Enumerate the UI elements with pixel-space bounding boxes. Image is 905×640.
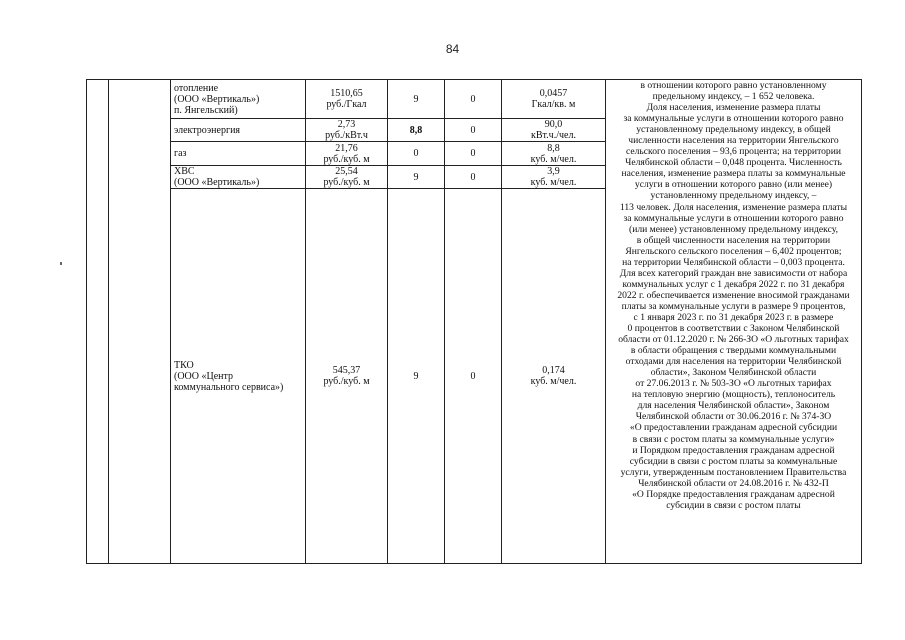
tariff-amount: 545,37 [332, 365, 361, 376]
description-line: «О Порядке предоставления гражданам адресной [632, 488, 835, 500]
description-line: на тепловую энергию (мощность), теплоноситель [631, 389, 836, 401]
description-line: в связи с ростом платы за коммунальные услуги» [632, 433, 835, 445]
description-line: предельному индексу, – 1 652 человека. [652, 91, 815, 103]
description-line: численности населения на территории Янгельского [628, 135, 839, 147]
tariff-value [306, 166, 388, 189]
index-value: 0 [388, 142, 445, 166]
service-name-line: ХВС [174, 166, 195, 177]
tariff-amount: 2,73 [337, 119, 356, 130]
tariff-value [306, 142, 388, 166]
norm-amount: 0,0457 [539, 88, 568, 99]
tariff-amount: 25,54 [335, 166, 358, 177]
service-name-line: (ООО «Вертикаль») [174, 177, 260, 188]
description-line: сельского поселения – 93,6 процента; на территории [625, 146, 841, 158]
change-value: 0 [445, 80, 502, 119]
description-line: субсидии в связи с ростом платы [666, 499, 801, 511]
service-name-line: газ [174, 148, 187, 159]
change-value: 0 [445, 166, 502, 189]
scan-speck [60, 262, 62, 265]
description-line: для населения Челябинской области», Законом [637, 400, 830, 412]
service-name-line: (ООО «Вертикаль») [174, 93, 260, 105]
description-line: отходами для населения на территории Челябинской [625, 356, 842, 368]
index-value: 9 [388, 80, 445, 119]
norm-value [502, 166, 606, 189]
tariff-table [86, 79, 862, 564]
change-value: 0 [445, 119, 502, 142]
description-line: с 1 января 2023 г. по 31 декабря 2023 г. в размере [633, 311, 834, 323]
service-name-line: отопление [174, 82, 219, 94]
norm-unit: Гкал/кв. м [531, 99, 576, 110]
tariff-unit: руб./куб. м [323, 376, 370, 387]
service-name [171, 80, 306, 119]
description-line: Янгельского сельского поселения – 6,402 процентов; [625, 245, 842, 257]
norm-amount: 3,9 [547, 166, 560, 177]
change-value: 0 [445, 189, 502, 564]
description-line: в общей численности населения на территории [636, 234, 831, 246]
description-line: на территории Челябинской области – 0,003 процента. [622, 256, 845, 268]
table-row [87, 80, 862, 119]
service-name [171, 119, 306, 142]
tariff-value [306, 189, 388, 564]
description-line: Челябинской области от 30.06.2016 г. № 374-ЗО [635, 411, 832, 423]
norm-unit: куб. м/чел. [530, 153, 577, 165]
norm-unit: кВт.ч./чел. [531, 130, 576, 141]
change-value: 0 [445, 142, 502, 166]
service-name [171, 166, 306, 189]
service-name-line: коммунального сервиса») [174, 381, 284, 393]
description-line: области», Законом Челябинской области [650, 367, 817, 379]
row-number-cell [87, 80, 109, 564]
description-line: области от 01.12.2020 г. № 266-ЗО «О льготных тарифах [618, 334, 849, 346]
description-line: установленному предельному индексу, – [650, 190, 817, 202]
description-line: установленному предельному индексу, в общей [636, 124, 831, 136]
norm-value [502, 142, 606, 166]
norm-unit: куб. м/чел. [530, 177, 577, 188]
index-value: 9 [388, 189, 445, 564]
norm-unit: куб. м/чел. [530, 376, 577, 387]
tariff-amount: 21,76 [335, 142, 358, 154]
service-name-line: ТКО [174, 359, 194, 371]
description-line: 113 человек. Доля населения, изменение размера платы [619, 201, 848, 213]
description-line: за коммунальные услуги в отношении которого равно [623, 113, 844, 125]
description-line: 2022 г. обеспечивается изменение вносимой гражданами [617, 289, 850, 301]
tariff-unit: руб./кВт.ч [325, 130, 368, 141]
page-number: 84 [445, 42, 460, 56]
tariff-unit: руб./куб. м [323, 177, 370, 188]
norm-amount: 0,174 [542, 365, 565, 376]
description-line: услуги, утвержденным постановлением Правительства [620, 466, 847, 478]
norm-value [502, 119, 606, 142]
description-line: населения, изменение размера платы за коммунальные [621, 168, 846, 180]
description-line: платы за коммунальные услуги в размере 9 процентов, [621, 300, 846, 312]
service-name-line: электроэнергия [174, 124, 241, 136]
description-line: от 27.06.2013 г. № 503-ЗО «О льготных тарифах [635, 378, 832, 390]
description-cell [606, 80, 862, 564]
description-line: (или менее) установленному предельному индексу, [629, 223, 838, 235]
index-value: 9 [388, 166, 445, 189]
service-name [171, 189, 306, 564]
norm-amount: 8,8 [547, 142, 560, 154]
tariff-unit: руб./Гкал [326, 99, 367, 110]
tariff-amount: 1510,65 [330, 88, 363, 99]
description-line: за коммунальные услуги в отношении которого равно [623, 212, 844, 224]
service-name [171, 142, 306, 166]
description-line: Доля населения, изменение размера платы [646, 102, 821, 114]
description-line: «О предоставлении гражданам адресной субсидии [629, 422, 838, 434]
description-line: Челябинской области от 24.08.2016 г. № 432-П [638, 477, 829, 489]
description-line: 0 процентов в соответствии с Законом Челябинской [627, 323, 840, 335]
norm-amount: 90,0 [544, 119, 563, 130]
tariff-unit: руб./куб. м [323, 153, 370, 165]
norm-value [502, 80, 606, 119]
norm-value [502, 189, 606, 564]
description-line: и Порядком предоставления гражданам адресной [632, 444, 835, 456]
service-name-line: (ООО «Центр [174, 370, 233, 382]
description-line: субсидии в связи с ростом платы за коммунальные [629, 455, 838, 467]
description-line: Челябинской области – 0,048 процента. Численность [625, 157, 842, 169]
index-value: 8,8 [388, 119, 445, 142]
tariff-value [306, 119, 388, 142]
municipality-cell [109, 80, 171, 564]
description-line: в области обращения с твердыми коммунальными [630, 345, 837, 357]
description-line: Для всех категорий граждан вне зависимости от набора [619, 267, 848, 279]
service-name-line: п. Янгельский) [174, 104, 238, 116]
description-line: коммунальных услуг с 1 декабря 2022 г. по 31 декабря [622, 278, 845, 290]
description-line: услуги в отношении которого равно (или менее) [634, 179, 833, 191]
description-line: в отношении которого равно установленному [640, 80, 827, 91]
tariff-value [306, 80, 388, 119]
